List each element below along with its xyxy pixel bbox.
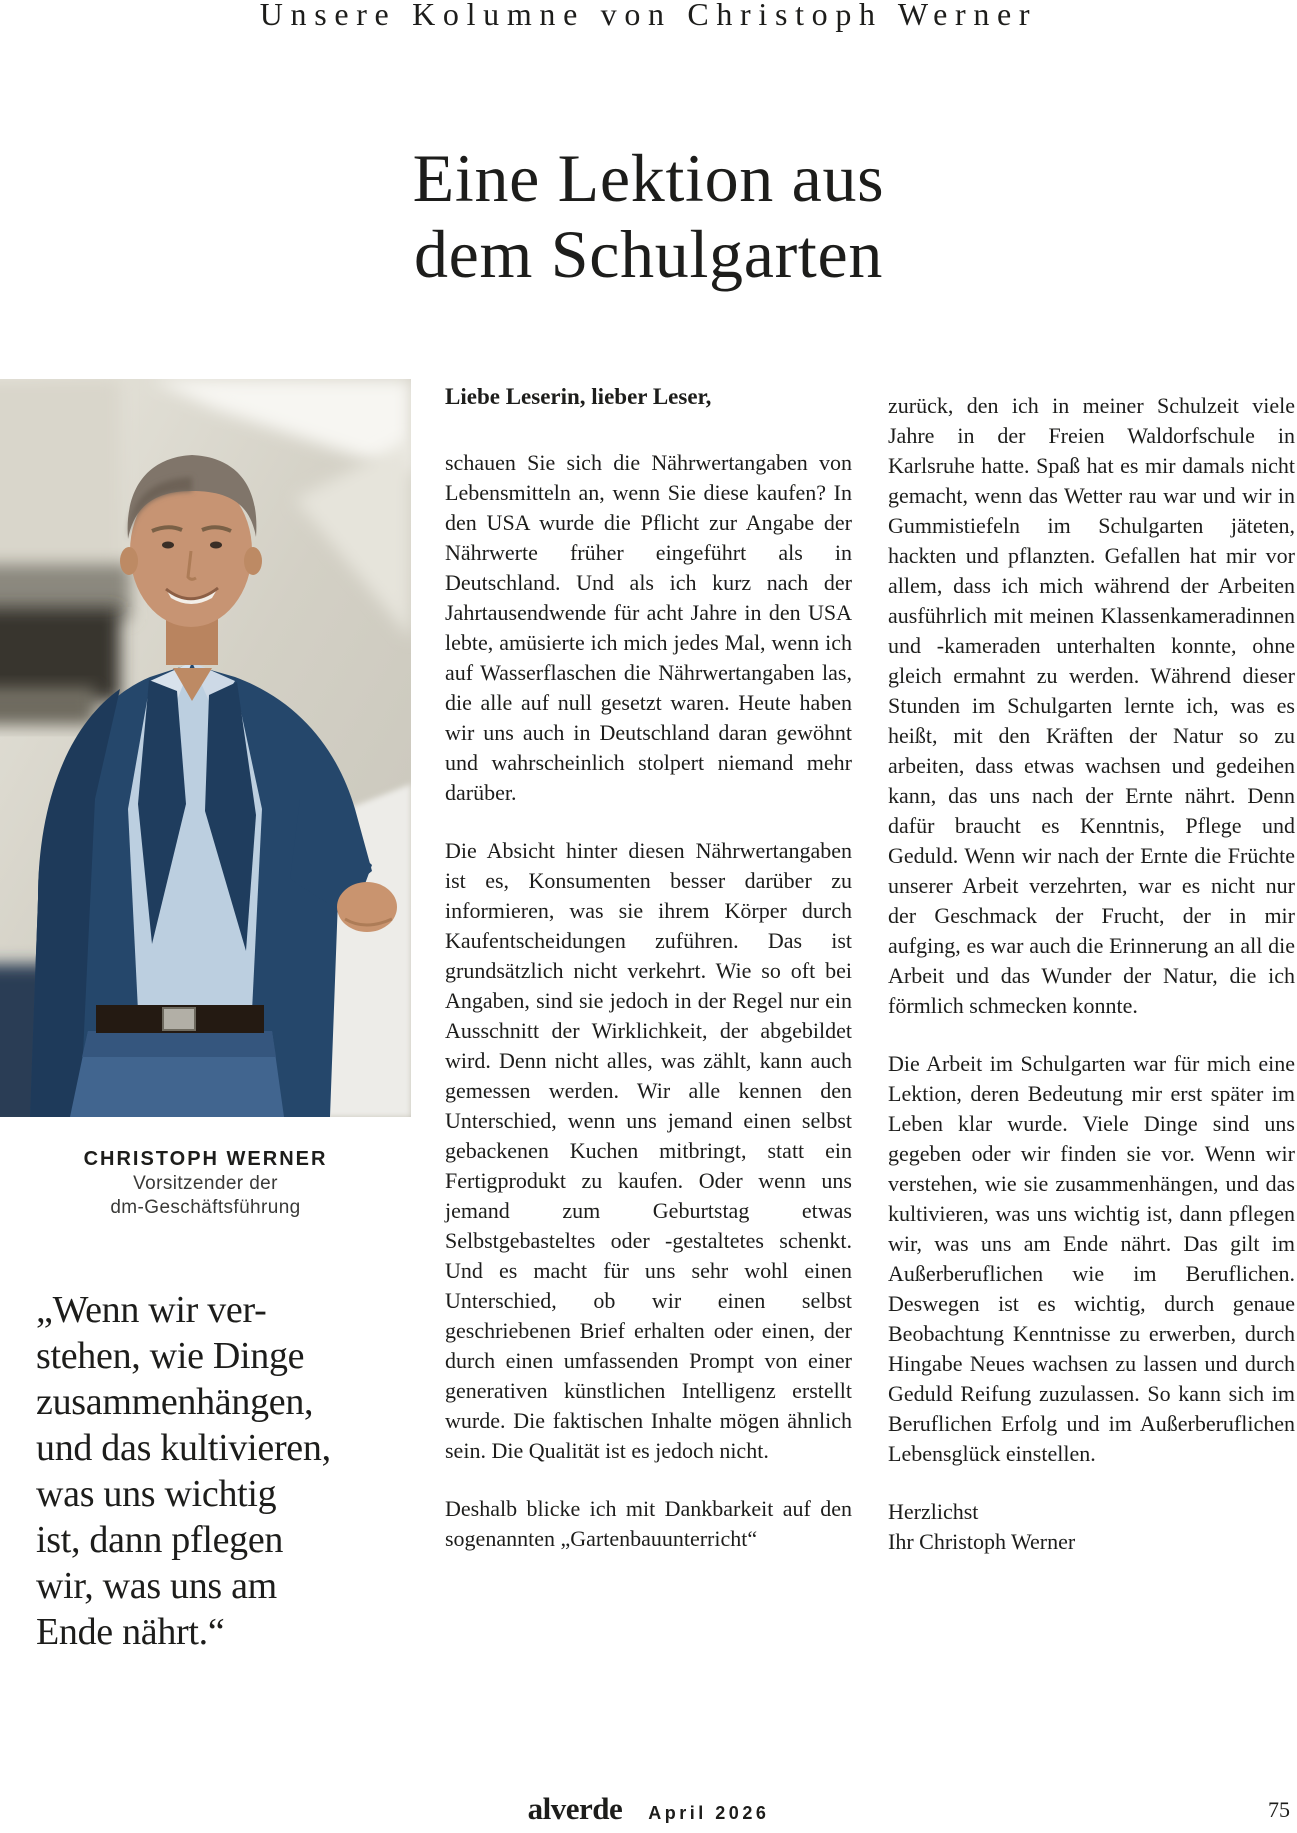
salutation: Liebe Leserin, lieber Leser, [445,384,712,409]
pull-quote-line: stehen, wie Dinge [36,1335,305,1377]
magazine-logo: alverde [527,1791,623,1826]
footer-issue: April 2026 [648,1803,770,1823]
article-title-line-2: dem Schulgarten [413,216,884,292]
pull-quote-line: „Wenn wir ver- [36,1289,267,1331]
closing-line-1: Herzlichst [888,1499,979,1524]
portrait-photo [0,379,411,1117]
closing-line-2: Ihr Christoph Werner [888,1529,1076,1554]
pull-quote-line: Ende nährt.“ [36,1611,225,1653]
photo-caption [0,1146,411,1220]
article-paragraph: Die Arbeit im Schulgarten war für mich eine Lektion, deren Bedeutung mir erst später im Leben klar wurde. Viele Dinge sind uns gegeben oder wir finden sie vor. Wenn wir verstehen, wie sie zusammenhängen, und das kultivieren, was uns wichtig ist, dann pflegen wir, was uns am Ende nährt. Das gilt im Außerberuflichen wie im Beruflichen. Deswegen ist es wichtig, durch genaue Beobachtung Kenntnisse zu erwerben, durch Hingabe Neues wachsen zu lassen und durch Geduld Reifung zuzulassen. So kann sich im Beruflichen Erfolg und im Außerberuflichen Lebensglück einstellen. [888,1051,1295,1466]
article-closing [888,1497,1295,1557]
article-title [0,140,1297,292]
article-column-1 [445,382,852,1582]
article-paragraph: schauen Sie sich die Nährwertangaben von Lebensmitteln an, wenn Sie diese kaufen? In den USA wurde die Pflicht zur Angabe der Nährwerte früher eingeführt als in Deutschland. Und als ich kurz nach der Jahrtausendwende für acht Jahre in den USA lebte, amüsierte ich mich jedes Mal, wenn ich auf Wasserflaschen die Nährwertangaben las, die alle auf null gesetzt waren. Heute haben wir uns auch in Deutschland daran gewöhnt und wahrscheinlich stolpert niemand mehr darüber. [445,450,852,805]
pull-quote-line: wir, was uns am [36,1565,277,1607]
pull-quote-line: ist, dann pflegen [36,1519,284,1561]
pull-quote [36,1287,388,1655]
article-paragraph: Deshalb blicke ich mit Dankbarkeit auf den sogenannten „Gartenbauunterricht“ [445,1496,852,1551]
caption-role-line-2: dm-Geschäftsführung [110,1197,301,1218]
pull-quote-line: was uns wichtig [36,1473,277,1515]
portrait-photo-illustration [0,379,411,1117]
caption-role-line-1: Vorsitzender der [133,1173,278,1194]
page-number: 75 [1268,1797,1290,1822]
caption-name: CHRISTOPH WERNER [83,1148,328,1170]
article-title-line-1: Eine Lektion aus [412,140,885,216]
footer [0,1791,1297,1827]
pull-quote-line: und das kultivieren, [36,1427,331,1469]
column-kicker: Unsere Kolumne von Christoph Werner [259,0,1038,32]
article-paragraph: Die Absicht hinter diesen Nährwertangaben ist es, Konsumenten besser darüber zu informieren, was sie ihrem Körper durch Kaufentscheidungen zuführen. Das ist grundsätzlich nicht verkehrt. Wie so oft bei Angaben, sind sie jedoch in der Regel nur ein Ausschnitt der Wirklichkeit, der abgebildet wird. Denn nicht alles, was zählt, kann auch gemessen werden. Wir alle kennen den Unterschied, wenn uns jemand einen selbst gebackenen Kuchen mitbringt, statt ein Fertigprodukt zu kaufen. Oder wenn uns jemand zum Geburtstag etwas Selbstgebasteltes oder -gestaltetes schenkt. Und es macht für uns sehr wohl einen Unterschied, ob wir einen selbst geschriebenen Brief erhalten oder einen, der durch einen umfassenden Prompt von einer generativen künstlichen Intelligenz erstellt wurde. Die faktischen Inhalte mögen ähnlich sein. Die Qualität ist es jedoch nicht. [445,838,852,1463]
article-paragraph: zurück, den ich in meiner Schulzeit viele Jahre in der Freien Waldorfschule in Karlsruhe hatte. Spaß hat es mir damals nicht gemacht, wenn das Wetter rau war und wir in Gummistiefeln im Schulgarten jäteten, hackten und pflanzten. Gefallen hat mir vor allem, dass ich mich während der Arbeiten ausführlich mit meinen Klassenkameradinnen und -kameraden unterhalten konnte, ohne gleich ermahnt zu werden. Während dieser Stunden im Schulgarten lernte ich, was es heißt, mit den Kräften der Natur so zu arbeiten, dass etwas wachsen und gedeihen kann, das uns nach der Ernte nährt. Denn dafür braucht es Kenntnis, Pflege und Geduld. Wenn wir nach der Ernte die Früchte unserer Arbeit verzehrten, war es nicht nur der Geschmack der Frucht, der in mir aufging, es war auch die Erinnerung an all die Arbeit und das Wunder der Natur, die ich förmlich schmecken konnte. [888,393,1295,1018]
article-column-2 [888,391,1295,1557]
pull-quote-line: zusammenhängen, [36,1381,314,1423]
